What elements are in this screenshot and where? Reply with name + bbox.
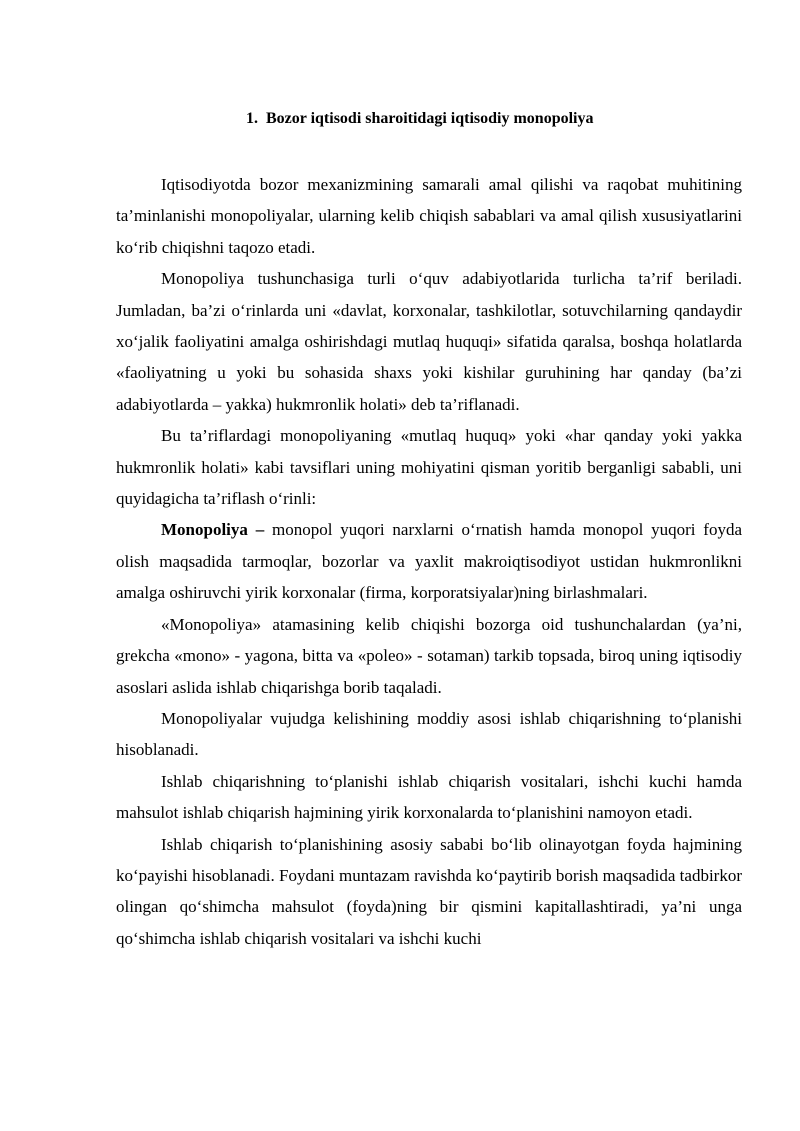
paragraph: Ishlab chiqarishning to‘planishi ishlab chiqarish vositalari, ishchi kuchi hamda mahsulot ishlab chiqarish hajmining yirik korxonalarda to‘planishini namoyon etadi. [116, 771, 742, 823]
definition-paragraph [116, 514, 742, 608]
paragraph: Ishlab chiqarish to‘planishining asosiy sababi bo‘lib olinayotgan foyda hajmining ko‘payishi hisoblanadi. Foydani muntazam ravishda ko‘paytirib borish maqsadida tadbirkor olingan qo‘shimcha mahsulot (foyda)ning bir qismini kapitallashtiradi, ya’ni unga qo‘shimcha ishlab chiqarish vositalari va ishchi kuchi [116, 834, 742, 948]
section-heading [246, 107, 696, 131]
definition-text: monopol yuqori narxlarni o‘rnatish hamda monopol yuqori foyda olish maqsadida tarmoqlar, bozorlar va yaxlit makroiqtisodiyot ustidan hukmronlikni amalga oshiruvchi yirik korxonalar (firma, korporatsiyalar)ning birlashmalari. [116, 520, 742, 603]
body-text [116, 169, 742, 954]
paragraph: Iqtisodiyotda bozor mexanizmining samarali amal qilishi va raqobat muhitining ta’minlanishi monopoliyalar, ularning kelib chiqish sabablari va amal qilish xususiyatlarini ko‘rib chiqishni taqozo etadi. [116, 175, 742, 257]
section-title: Bozor iqtisodi sharoitidagi iqtisodiy monopoliya [266, 110, 594, 127]
section-number: 1. [246, 110, 258, 127]
paragraph: «Monopoliya» atamasining kelib chiqishi bozorga oid tushunchalardan (ya’ni, grekcha «mono» - yagona, bitta va «poleo» - sotaman) tarkib topsada, biroq uning iqtisodiy asoslari aslida ishlab chiqarishga borib taqaladi. [116, 614, 742, 697]
paragraph: Bu ta’riflardagi monopoliyaning «mutlaq huquq» yoki «har qanday yoki yakka hukmronlik holati» kabi tavsiflari uning mohiyatini qisman yoritib berganligi sababli, uni quyidagicha ta’riflash o‘rinli: [116, 426, 742, 509]
paragraph: Monopoliya tushunchasiga turli o‘quv adabiyotlarida turlicha ta’rif beriladi. Jumladan, ba’zi o‘rinlarda uni «davlat, korxonalar, tashkilotlar, sotuvchilarning qandaydir xo‘jalik faoliyatini amalga oshirishdagi mutlaq huquqi» sifatida qaralsa, boshqa holatlarda «faoliyatning u yoki bu sohasida shaxs yoki kishilar guruhining har qanday (ba’zi adabiyotlarda – yakka) hukmronlik holati» deb ta’riflanadi. [116, 269, 742, 414]
paragraph: Monopoliyalar vujudga kelishining moddiy asosi ishlab chiqarishning to‘planishi hisoblanadi. [116, 708, 742, 760]
definition-term: Monopoliya – [161, 520, 265, 540]
